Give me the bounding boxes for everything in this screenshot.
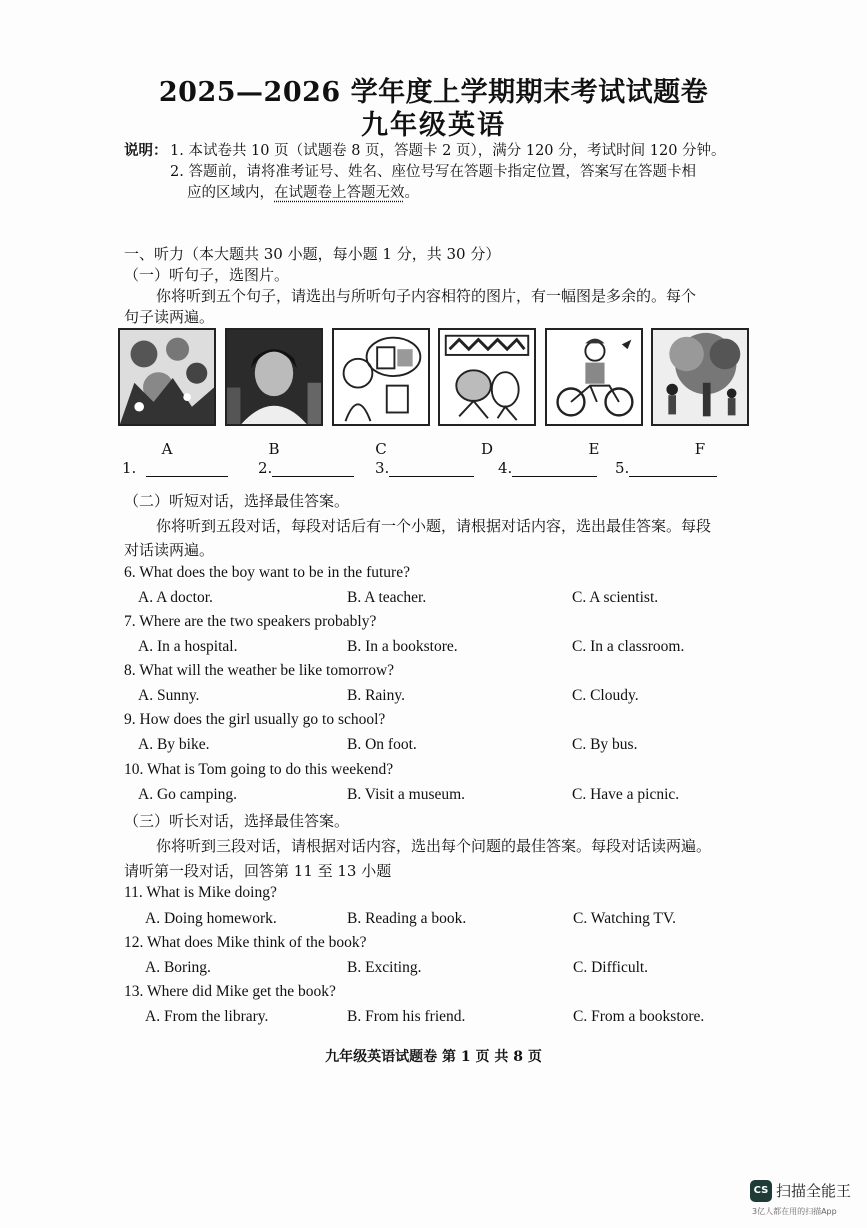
- scanner-app-name: 扫描全能王: [776, 1182, 852, 1200]
- question-11: 11. What is Mike doing?: [124, 884, 277, 901]
- question-7: 7. Where are the two speakers probably?: [124, 613, 377, 630]
- section2-heading: （二）听短对话，选择最佳答案。: [124, 492, 350, 510]
- question-6: 6. What does the boy want to be in the future?: [124, 564, 410, 581]
- woman-portrait-icon: [225, 328, 323, 426]
- question-13-option-c: C. From a bookstore.: [573, 1008, 705, 1025]
- question-13-option-a: A. From the library.: [145, 1008, 269, 1025]
- question-10-option-a: A. Go camping.: [138, 786, 238, 803]
- invalid-answer-notice: 在试题卷上答题无效: [274, 185, 405, 201]
- picture-letter-b: B: [268, 440, 280, 458]
- question-11-option-b: B. Reading a book.: [347, 910, 467, 927]
- question-7-option-a: A. In a hospital.: [138, 638, 238, 655]
- page-footer: 九年级英语试题卷 第 1 页 共 8 页: [325, 1049, 542, 1065]
- instruction-item-2-line1: 2. 答题前，请将准考证号、姓名、座位号写在答题卡指定位置，答案写在答题卡相: [170, 164, 696, 180]
- question-10: 10. What is Tom going to do this weekend?: [124, 761, 394, 778]
- section3-instruction-line1: 你将听到三段对话，请根据对话内容，选出每个问题的最佳答案。每段对话读两遍。: [156, 837, 712, 855]
- question-9-option-b: B. On foot.: [347, 736, 417, 753]
- cartoon-tom-and-jerry-icon: [438, 328, 536, 426]
- question-6-option-b: B. A teacher.: [347, 589, 427, 606]
- party-crowd-icon: [118, 328, 216, 426]
- question-12: 12. What does Mike think of the book?: [124, 934, 367, 951]
- picture-letter-c: C: [375, 440, 387, 458]
- part1-heading: 一、听力（本大题共 30 小题，每小题 1 分，共 30 分）: [124, 245, 501, 263]
- question-8-option-a: A. Sunny.: [138, 687, 200, 704]
- boy-riding-bike-icon: [545, 328, 643, 426]
- picture-letter-e: E: [588, 440, 600, 458]
- picture-letter-d: D: [480, 440, 494, 458]
- question-12-option-b: B. Exciting.: [347, 959, 422, 976]
- answer-blank-5[interactable]: 5.: [615, 459, 717, 477]
- section2-instruction-line2: 对话读两遍。: [124, 541, 215, 559]
- instruction-item-1: 1. 本试卷共 10 页（试题卷 8 页，答题卡 2 页），满分 120 分，考试时间 120 分钟。: [170, 143, 726, 159]
- exam-title: 2025—2026 学年度上学期期末考试试题卷: [158, 77, 709, 108]
- question-11-option-a: A. Doing homework.: [145, 910, 277, 927]
- answer-blank-4[interactable]: 4.: [498, 459, 597, 477]
- instruction-item-2-line2: 应的区域内，在试题卷上答题无效。: [187, 185, 419, 201]
- question-9: 9. How does the girl usually go to school?: [124, 711, 386, 728]
- question-13: 13. Where did Mike get the book?: [124, 983, 336, 1000]
- question-13-option-b: B. From his friend.: [347, 1008, 466, 1025]
- answer-blank-2[interactable]: 2.: [258, 459, 354, 477]
- question-7-option-c: C. In a classroom.: [572, 638, 685, 655]
- question-9-option-a: A. By bike.: [138, 736, 210, 753]
- question-10-option-b: B. Visit a museum.: [347, 786, 466, 803]
- picture-letter-f: F: [694, 440, 706, 458]
- section1-instruction-line2: 句子读两遍。: [124, 308, 215, 326]
- scanner-logo-icon: CS: [750, 1180, 772, 1202]
- answer-blank-1[interactable]: 1.: [122, 459, 228, 477]
- section3-instruction-line2: 请听第一段对话，回答第 11 至 13 小题: [124, 862, 392, 880]
- question-8-option-b: B. Rainy.: [347, 687, 405, 704]
- section1-instruction-line1: 你将听到五个句子，请选出与所听句子内容相符的图片，有一幅图是多余的。每个: [156, 287, 697, 305]
- question-12-option-c: C. Difficult.: [573, 959, 649, 976]
- question-11-option-c: C. Watching TV.: [573, 910, 676, 927]
- section3-heading: （三）听长对话，选择最佳答案。: [124, 812, 350, 830]
- section2-instruction-line1: 你将听到五段对话，每段对话后有一个小题，请根据对话内容，选出最佳答案。每段: [156, 517, 712, 535]
- question-12-option-a: A. Boring.: [145, 959, 211, 976]
- question-7-option-b: B. In a bookstore.: [347, 638, 458, 655]
- answer-blank-3[interactable]: 3.: [375, 459, 474, 477]
- instructions-label: 说明：: [124, 142, 168, 159]
- question-10-option-c: C. Have a picnic.: [572, 786, 680, 803]
- man-on-phone-icon: [332, 328, 430, 426]
- question-8: 8. What will the weather be like tomorrow?: [124, 662, 395, 679]
- kids-under-tree-icon: [651, 328, 749, 426]
- question-8-option-c: C. Cloudy.: [572, 687, 639, 704]
- question-6-option-a: A. A doctor.: [138, 589, 213, 606]
- question-6-option-c: C. A scientist.: [572, 589, 659, 606]
- section1-heading: （一）听句子，选图片。: [124, 266, 290, 284]
- picture-letter-a: A: [161, 440, 173, 458]
- scanner-tagline: 3亿人都在用的扫描App: [752, 1207, 837, 1216]
- exam-subject: 九年级英语: [361, 110, 506, 141]
- question-9-option-c: C. By bus.: [572, 736, 638, 753]
